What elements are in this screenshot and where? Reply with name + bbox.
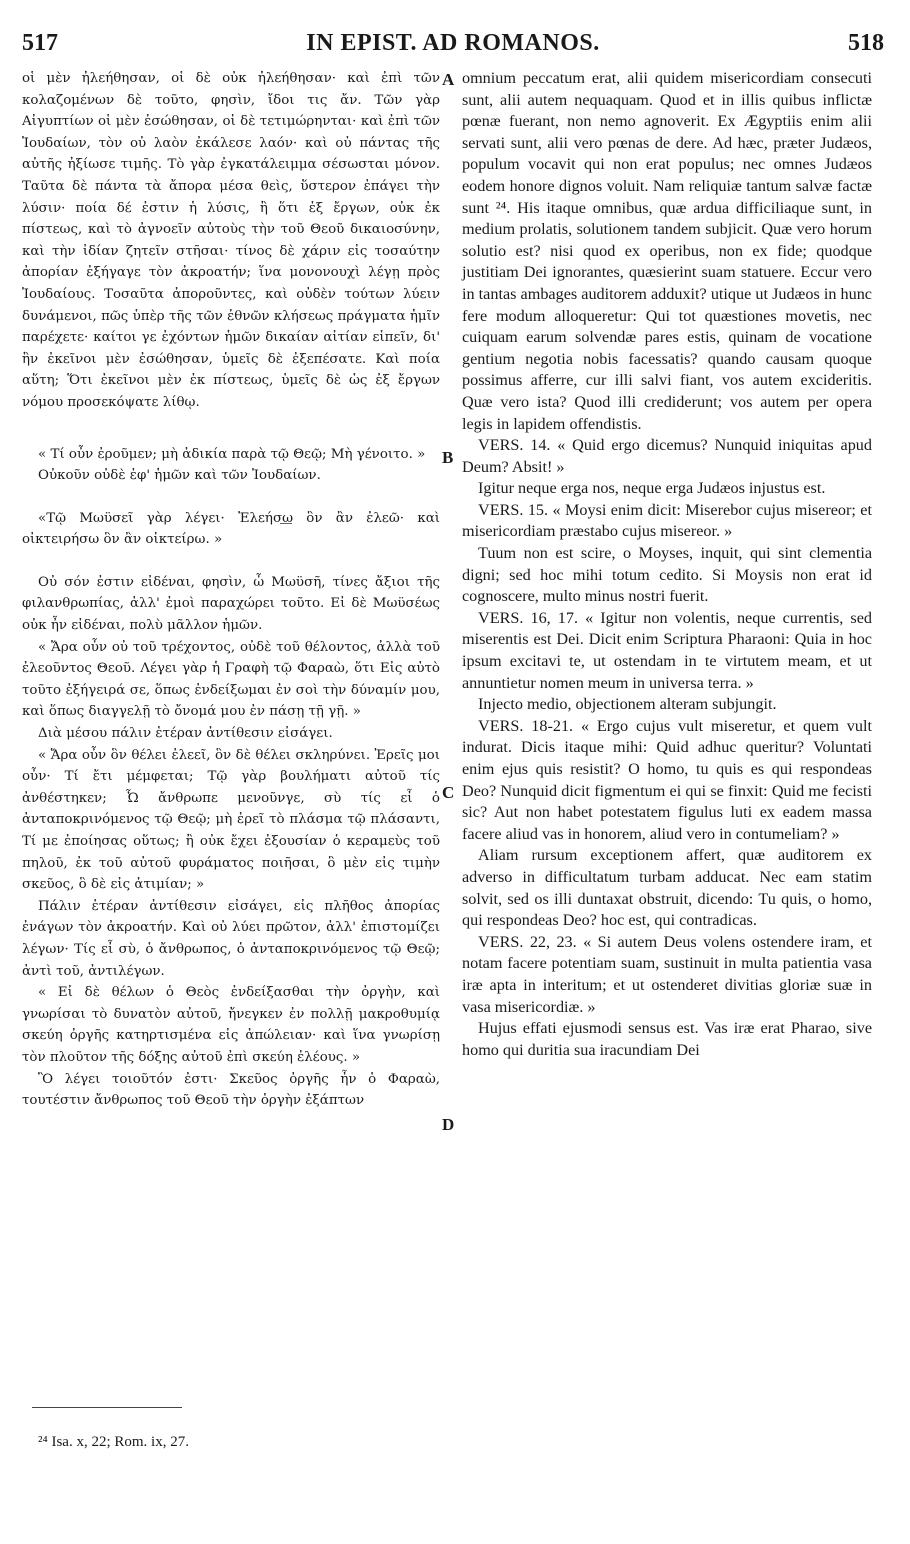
greek-paragraph: Διὰ μέσου πάλιν ἑτέραν ἀντίθεσιν εἰσάγει. — [38, 726, 333, 742]
greek-paragraph: Οὐ σόν ἐστιν εἰδέναι, φησὶν, ὦ Μωϋσῆ, τίνες ἄξιοι τῆς φιλανθρωπίας, ἀλλ' ἐμοὶ παραχώρει τοῦτο. Εἰ δὲ Μωϋσέως οὐκ ἦν εἰδέναι, πολὺ μᾶλλον ἡμῶν. — [22, 574, 440, 634]
page-number-left: 517 — [22, 30, 58, 56]
running-title: IN EPIST. AD ROMANOS. — [306, 30, 600, 56]
margin-letter-d: D — [442, 1115, 455, 1134]
latin-paragraph: Aliam rursum exceptionem affert, quæ auditorem ex adverso in difficultatum turbam adducat. Nec eam statim solvit, sed os illi duntaxat obstruit, dicendo: Tu quis, o homo, qui respondeas Deo? hoc est, qui contradicas. — [462, 846, 872, 930]
section-dash — [280, 523, 292, 524]
margin-letter-b: B — [442, 448, 454, 467]
latin-verse: VERS. 16, 17. « Igitur non volentis, neque currentis, sed miserentis est Dei. Dicit enim Scriptura Pharaoni: Quia in hoc ipsum excitavi te, ut ostendam in te virtutem meam, et ut annuntietur nomen meum in universa terra. » — [462, 608, 872, 692]
latin-column — [462, 68, 872, 1061]
footnote: ²⁴ Isa. x, 22; Rom. ix, 27. — [38, 1434, 189, 1450]
latin-paragraph: Igitur neque erga nos, neque erga Judæos injustus est. — [478, 479, 826, 498]
latin-paragraph: Injecto medio, objectionem alteram subjungit. — [478, 695, 777, 714]
greek-verse: « Εἰ δὲ θέλων ὁ Θεὸς ἐνδείξασθαι τὴν ὀργὴν, καὶ γνωρίσαι τὸ δυνατὸν αὐτοῦ, ἤνεγκεν ἐν πολλῇ μακροθυμίᾳ σκεύη ὀργῆς κατηρτισμένα εἰς ἀπώλειαν· καὶ ἵνα γνωρίσῃ τὸν πλοῦτον τῆς δόξης αὐτοῦ ἐπὶ σκεύη ἐλέους. » — [22, 985, 440, 1065]
latin-verse: VERS. 18-21. « Ergo cujus vult miseretur, et quem vult indurat. Dicis itaque mihi: Quid adhuc queritur? Voluntati enim ejus quis resistit? O homo, tu quis es qui respondeas Deo? Nunquid dicit figmentum ei qui se finxit: Quid me fecisti sic? Aut non habet potestatem figulus luti ex eadem massa facere aliud vas in honorem, aliud vero in contumeliam? » — [462, 716, 872, 843]
greek-paragraph: Οὐκοῦν οὐδὲ ἐφ' ἡμῶν καὶ τῶν Ἰουδαίων. — [38, 468, 321, 484]
latin-verse: VERS. 22, 23. « Si autem Deus volens ostendere iram, et notam facere potentiam suam, sustinuit in multa patientia vasa iræ apta in interitum; et ut ostenderet divitias gloriæ suæ in vasa misericordiæ. » — [462, 932, 872, 1016]
greek-paragraph: Ὃ λέγει τοιοῦτόν ἐστι· Σκεῦος ὀργῆς ἦν ὁ Φαραὼ, τουτέστιν ἄνθρωπος τοῦ Θεοῦ τὴν ὀργὴν ἐξάπτων — [22, 1071, 440, 1109]
page-header — [22, 30, 884, 64]
greek-verse: « Τί οὖν ἐροῦμεν; μὴ ἀδικία παρὰ τῷ Θεῷ; Μὴ γένοιτο. » — [38, 446, 426, 462]
greek-paragraph: οἱ μὲν ἠλεήθησαν, οἱ δὲ οὐκ ἠλεήθησαν· καὶ ἐπὶ τῶν κολαζομένων δὲ τοῦτο, φησὶν, ἴδοι τις ἄν. Τῶν γὰρ Αἰγυπτίων οἱ μὲν ἐσώθησαν, οἱ δὲ τετιμώρηνται· καὶ ἐπὶ τῶν Ἰουδαίων, τὸν οὐ λαὸν ἐκάλεσε λαόν· καὶ οὐ πάντας τῆς αὐτῆς ἠξίωσε τιμῆς. Τὸ γὰρ ἐγκατάλειμμα σέσωσται μόνον. Ταῦτα δὲ πάντα τὰ ἄπορα μέσα θεὶς, ὕστερον ἐπάγει τὴν λύσιν· ποία δέ ἐστιν ἡ λύσις, ἢ ὅτι ἐξ ἔργων, οὐκ ἐκ πίστεως, καὶ τὸ ἀγνοεῖν αὐτοὺς τὴν τοῦ Θεοῦ δικαιοσύνην, καὶ τὴν ἰδίαν ζητεῖν στῆσαι· τίνος δὲ χάριν εἰς τοσαύτην ἀπορίαν ἐξήγαγε τὸν ἀκροατήν; ἵνα μονονουχὶ λέγῃ πρὸς Ἰουδαίους. Τοσαῦτα ἀποροῦντες, καὶ οὐδὲν τούτων λύειν δυνάμενοι, πῶς ὑπὲρ τῆς τῶν ἐθνῶν κλήσεως πράγματα ἡμῖν παρέχετε· καίτοι γε ἐχόντων ἡμῶν δικαίαν αἰτίαν εἰπεῖν, δι' ἣν ἐκεῖνοι μὲν ἐσώθησαν, ὑμεῖς δὲ ἐξεπέσατε. Καὶ ποία αὕτη; Ὅτι ἐκεῖνοι μὲν ἐκ πίστεως, ὑμεῖς δὲ ὡς ἐξ ἔργων νόμου προσεκόψατε λίθῳ. — [22, 71, 440, 410]
greek-column — [22, 68, 440, 1112]
margin-letter-c: C — [442, 783, 455, 802]
latin-paragraph: Hujus effati ejusmodi sensus est. Vas iræ erat Pharao, sive homo qui duritia sua iracundiam Dei — [462, 1019, 872, 1059]
greek-paragraph: Πάλιν ἑτέραν ἀντίθεσιν εἰσάγει, εἰς πλῆθος ἀπορίας ἐνάγων τὸν ἀκροατήν. Καὶ οὐ λύει πρῶτον, ἀλλ' ἐπιστομίζει λέγων· Τίς εἶ σὺ, ὁ ἄνθρωπος, ὁ ἀνταποκρινόμενος τῷ Θεῷ; ἀντὶ τοῦ, ἀντιλέγων. — [22, 898, 440, 979]
latin-paragraph: Tuum non est scire, o Moyses, inquit, qui sint clementia digni; sed hoc mihi totum cedito. Si Moysis non erat id cognoscere, multo minus nostri fuerit. — [462, 544, 872, 606]
latin-paragraph: omnium peccatum erat, alii quidem misericordiam consecuti sunt, alii autem nequaquam. Quod et in illis quibus inflictæ pœnæ fuerant, non nemo agnoverit. Ex Ægyptiis enim alii servati sunt, alii vero pœnas de dere. Ad hæc, præter Judæos, populum vocavit qui non erat populus; nec omnes Judæos eodem honore dignos voluit. Nam reliquiæ tantum salvæ factæ sunt ²⁴. His itaque omnibus, quæ ardua difficiliaque sunt, in medium prolatis, solutionem tandem subjicit. Quæ vero horum solutio est? nisi quod ex operibus, non ex fide; quodque justitiam Dei ignorantes, quæsierint suam statuere. Eccur vero in tantas ambages auditorem adduxit? utique ut Judæos in hunc fere modum alloqueretur: Qui tot quæstiones movetis, nec cuiquam earum solvendæ pares estis, quinam de vocatione gentium negotia nobis facessatis? quando causam quoque possimus afferre, cur illi salvi fiant, vos autem excideritis. Quæ vero ista? Quod illi crediderunt; vos autem per opera legis in lapidem offendistis. — [462, 69, 872, 433]
page-number-right: 518 — [848, 30, 884, 56]
margin-letter-a: A — [442, 70, 455, 89]
footnote-rule — [32, 1407, 182, 1408]
latin-verse: VERS. 14. « Quid ergo dicemus? Nunquid iniquitas apud Deum? Absit! » — [462, 436, 872, 476]
latin-verse: VERS. 15. « Moysi enim dicit: Miserebor cujus misereor; et misericordiam præstabo cujus misereor. » — [462, 500, 872, 541]
greek-verse: « Ἄρα οὖν οὐ τοῦ τρέχοντος, οὐδὲ τοῦ θέλοντος, ἀλλὰ τοῦ ἐλεοῦντος Θεοῦ. Λέγει γὰρ ἡ Γραφὴ τῷ Φαραὼ, ὅτι Εἰς αὐτὸ τοῦτο ἐξήγειρά σε, ὅπως ἐνδείξωμαι ἐν σοὶ τὴν δύναμίν μου, καὶ ὅπως διαγγελῇ τὸ ὄνομά μου ἐν πάσῃ τῇ γῇ. » — [22, 639, 440, 720]
greek-verse: «Τῷ Μωϋσεῖ γὰρ λέγει· Ἐλεήσω ὃν ἂν ἐλεῶ· καὶ οἰκτειρήσω ὃν ἂν οἰκτείρω. » — [22, 510, 440, 548]
greek-verse: « Ἄρα οὖν ὃν θέλει ἐλεεῖ, ὃν δὲ θέλει σκληρύνει. Ἐρεῖς μοι οὖν· Τί ἔτι μέμφεται; Τῷ γὰρ βουλήματι αὐτοῦ τίς ἀνθέστηκεν; Ὦ ἄνθρωπε μενοῦνγε, σὺ τίς εἶ ὁ ἀνταποκρινόμενος τῷ Θεῷ; μὴ ἐρεῖ τὸ πλάσμα τῷ πλάσαντι, Τί με ἐποίησας οὕτως; ἢ οὐκ ἔχει ἐξουσίαν ὁ κεραμεὺς τοῦ πηλοῦ, ἐκ τοῦ αὐτοῦ φυράματος ποιῆσαι, ὃ μὲν εἰς τιμὴν σκεῦος, ὃ δὲ εἰς ἀτιμίαν; » — [22, 747, 440, 893]
